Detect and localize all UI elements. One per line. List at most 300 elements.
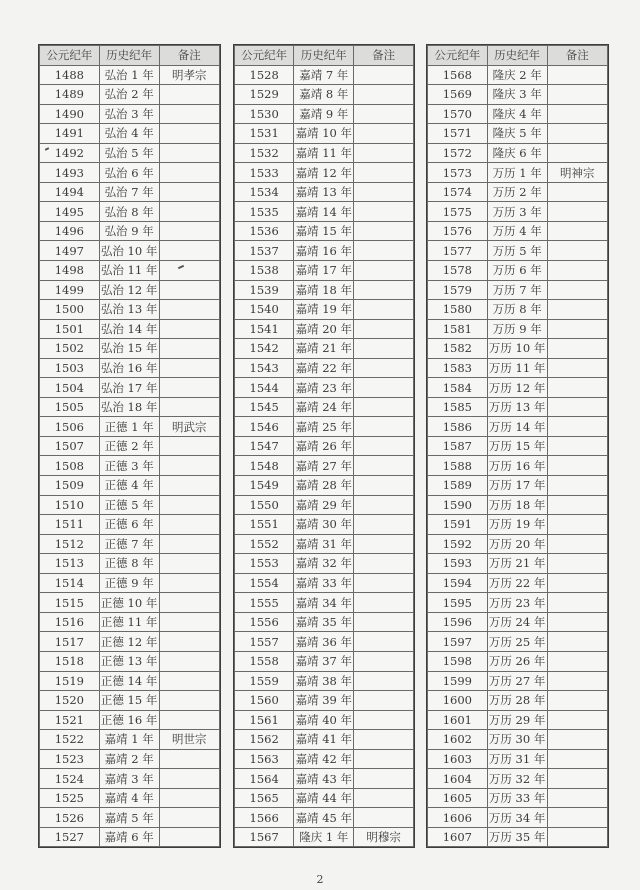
note-cell: [547, 495, 607, 515]
ce-year-cell: 1523: [40, 749, 100, 769]
era-year-cell: 万历 1 年: [487, 163, 547, 183]
ce-year-cell: 1524: [40, 769, 100, 789]
era-year-cell: 嘉靖 33 年: [294, 573, 354, 593]
table-row: [428, 65, 608, 85]
table-row: [235, 612, 414, 632]
note-cell: 明武宗: [159, 417, 219, 437]
table-row: [428, 612, 608, 632]
note-cell: [547, 730, 607, 750]
ce-year-cell: 1498: [40, 261, 100, 281]
note-cell: [547, 573, 607, 593]
table-row: [428, 749, 608, 769]
table-row: [428, 691, 608, 711]
table-row: [428, 710, 608, 730]
era-year-cell: 万历 31 年: [487, 749, 547, 769]
note-cell: [354, 143, 414, 163]
table-row: [428, 339, 608, 359]
table-row: [40, 730, 220, 750]
table-row: [40, 358, 220, 378]
ce-year-cell: 1502: [40, 339, 100, 359]
note-cell: [354, 730, 414, 750]
ce-year-cell: 1549: [235, 476, 294, 496]
table-row: [235, 456, 414, 476]
note-cell: [159, 241, 219, 261]
era-year-cell: 嘉靖 10 年: [294, 124, 354, 144]
ce-year-cell: 1566: [235, 808, 294, 828]
table-row: [235, 280, 414, 300]
era-year-cell: 万历 26 年: [487, 651, 547, 671]
ce-year-cell: 1537: [235, 241, 294, 261]
table-row: [235, 221, 414, 241]
table-row: [235, 495, 414, 515]
table-row: [235, 261, 414, 281]
ce-year-cell: 1574: [428, 182, 488, 202]
era-year-cell: 嘉靖 23 年: [294, 378, 354, 398]
note-cell: [354, 769, 414, 789]
era-year-cell: 弘治 15 年: [99, 339, 159, 359]
note-cell: [354, 182, 414, 202]
ce-year-cell: 1501: [40, 319, 100, 339]
ce-year-cell: 1601: [428, 710, 488, 730]
note-cell: [547, 202, 607, 222]
ce-year-cell: 1506: [40, 417, 100, 437]
ce-year-cell: 1539: [235, 280, 294, 300]
ce-year-cell: 1515: [40, 593, 100, 613]
era-year-cell: 正德 15 年: [99, 691, 159, 711]
table-row: [40, 808, 220, 828]
note-cell: [354, 788, 414, 808]
note-cell: [354, 593, 414, 613]
note-cell: [547, 632, 607, 652]
note-cell: [354, 319, 414, 339]
era-year-cell: 万历 19 年: [487, 515, 547, 535]
table-row: [40, 671, 220, 691]
table-row: [40, 163, 220, 183]
note-cell: [547, 182, 607, 202]
table-row: [428, 515, 608, 535]
note-cell: [354, 534, 414, 554]
era-year-cell: 嘉靖 18 年: [294, 280, 354, 300]
table-row: [235, 397, 414, 417]
header-note: 备注: [547, 46, 607, 66]
era-year-cell: 正德 9 年: [99, 573, 159, 593]
era-year-cell: 嘉靖 15 年: [294, 221, 354, 241]
note-cell: [547, 261, 607, 281]
era-year-cell: 嘉靖 36 年: [294, 632, 354, 652]
table-row: [235, 300, 414, 320]
table-row: [40, 261, 220, 281]
ce-year-cell: 1562: [235, 730, 294, 750]
table-row: [235, 593, 414, 613]
year-table-2: [233, 44, 415, 848]
table-row: [40, 495, 220, 515]
ce-year-cell: 1583: [428, 358, 488, 378]
note-cell: [547, 749, 607, 769]
ce-year-cell: 1585: [428, 397, 488, 417]
table-row: [40, 554, 220, 574]
ce-year-cell: 1560: [235, 691, 294, 711]
ce-year-cell: 1494: [40, 182, 100, 202]
ce-year-cell: 1526: [40, 808, 100, 828]
note-cell: [159, 143, 219, 163]
note-cell: [159, 632, 219, 652]
era-year-cell: 嘉靖 19 年: [294, 300, 354, 320]
table-row: [40, 788, 220, 808]
ce-year-cell: 1587: [428, 436, 488, 456]
era-year-cell: 万历 20 年: [487, 534, 547, 554]
table-row: [235, 691, 414, 711]
note-cell: 明神宗: [547, 163, 607, 183]
table-row: [40, 339, 220, 359]
table-row: [428, 808, 608, 828]
header-era-year: 历史纪年: [487, 46, 547, 66]
era-year-cell: 嘉靖 28 年: [294, 476, 354, 496]
era-year-cell: 万历 14 年: [487, 417, 547, 437]
note-cell: [354, 632, 414, 652]
era-year-cell: 嘉靖 14 年: [294, 202, 354, 222]
table-row: [40, 300, 220, 320]
ce-year-cell: 1552: [235, 534, 294, 554]
header-era-year: 历史纪年: [294, 46, 354, 66]
ce-year-cell: 1572: [428, 143, 488, 163]
era-year-cell: 弘治 12 年: [99, 280, 159, 300]
era-year-cell: 弘治 1 年: [99, 65, 159, 85]
era-year-cell: 嘉靖 21 年: [294, 339, 354, 359]
era-year-cell: 嘉靖 12 年: [294, 163, 354, 183]
era-year-cell: 弘治 18 年: [99, 397, 159, 417]
note-cell: [547, 85, 607, 105]
era-year-cell: 隆庆 6 年: [487, 143, 547, 163]
table-row: [428, 280, 608, 300]
note-cell: [159, 456, 219, 476]
ce-year-cell: 1533: [235, 163, 294, 183]
ce-year-cell: 1575: [428, 202, 488, 222]
era-year-cell: 嘉靖 6 年: [99, 827, 159, 847]
note-cell: [354, 808, 414, 828]
ce-year-cell: 1598: [428, 651, 488, 671]
table-row: [428, 417, 608, 437]
era-year-cell: 弘治 17 年: [99, 378, 159, 398]
table-row: [428, 163, 608, 183]
ce-year-cell: 1561: [235, 710, 294, 730]
ce-year-cell: 1584: [428, 378, 488, 398]
note-cell: [547, 104, 607, 124]
note-cell: [354, 573, 414, 593]
table-row: [235, 632, 414, 652]
note-cell: [159, 612, 219, 632]
note-cell: [159, 280, 219, 300]
note-cell: [547, 691, 607, 711]
table-body: [235, 65, 414, 847]
header-note: 备注: [159, 46, 219, 66]
table-row: [235, 339, 414, 359]
table-row: [428, 593, 608, 613]
note-cell: [159, 104, 219, 124]
table-row: [235, 554, 414, 574]
era-year-cell: 弘治 14 年: [99, 319, 159, 339]
table-row: [428, 495, 608, 515]
ce-year-cell: 1507: [40, 436, 100, 456]
table-row: [40, 241, 220, 261]
table-row: [235, 319, 414, 339]
ce-year-cell: 1503: [40, 358, 100, 378]
note-cell: [354, 651, 414, 671]
ce-year-cell: 1591: [428, 515, 488, 535]
era-year-cell: 隆庆 3 年: [487, 85, 547, 105]
ce-year-cell: 1505: [40, 397, 100, 417]
table-row: [40, 593, 220, 613]
note-cell: [354, 300, 414, 320]
ce-year-cell: 1546: [235, 417, 294, 437]
ce-year-cell: 1557: [235, 632, 294, 652]
ce-year-cell: 1517: [40, 632, 100, 652]
note-cell: 明世宗: [159, 730, 219, 750]
ce-year-cell: 1577: [428, 241, 488, 261]
table-row: [428, 397, 608, 417]
ce-year-cell: 1530: [235, 104, 294, 124]
note-cell: [547, 280, 607, 300]
table-row: [40, 534, 220, 554]
era-year-cell: 弘治 2 年: [99, 85, 159, 105]
ce-year-cell: 1556: [235, 612, 294, 632]
era-year-cell: 嘉靖 42 年: [294, 749, 354, 769]
era-year-cell: 正德 11 年: [99, 612, 159, 632]
note-cell: [547, 827, 607, 847]
note-cell: [547, 124, 607, 144]
ce-year-cell: 1571: [428, 124, 488, 144]
note-cell: [547, 671, 607, 691]
ce-year-cell: 1538: [235, 261, 294, 281]
era-year-cell: 万历 6 年: [487, 261, 547, 281]
era-year-cell: 正德 6 年: [99, 515, 159, 535]
note-cell: [159, 85, 219, 105]
table-row: [235, 769, 414, 789]
ce-year-cell: 1540: [235, 300, 294, 320]
header-ce-year: 公元纪年: [40, 46, 100, 66]
era-year-cell: 万历 35 年: [487, 827, 547, 847]
era-year-cell: 万历 18 年: [487, 495, 547, 515]
note-cell: [159, 573, 219, 593]
era-year-cell: 隆庆 1 年: [294, 827, 354, 847]
era-year-cell: 弘治 6 年: [99, 163, 159, 183]
table-row: [235, 436, 414, 456]
era-year-cell: 嘉靖 24 年: [294, 397, 354, 417]
era-year-cell: 嘉靖 41 年: [294, 730, 354, 750]
table-row: [40, 417, 220, 437]
era-year-cell: 嘉靖 8 年: [294, 85, 354, 105]
note-cell: [159, 534, 219, 554]
table-body: [40, 65, 220, 847]
table-row: [40, 612, 220, 632]
table-row: [235, 573, 414, 593]
era-year-cell: 嘉靖 45 年: [294, 808, 354, 828]
note-cell: [159, 515, 219, 535]
header-ce-year: 公元纪年: [428, 46, 488, 66]
note-cell: [547, 319, 607, 339]
era-year-cell: 万历 4 年: [487, 221, 547, 241]
ce-year-cell: 1600: [428, 691, 488, 711]
note-cell: [159, 436, 219, 456]
era-year-cell: 嘉靖 43 年: [294, 769, 354, 789]
ce-year-cell: 1532: [235, 143, 294, 163]
note-cell: [159, 182, 219, 202]
ce-year-cell: 1579: [428, 280, 488, 300]
table-row: [428, 436, 608, 456]
era-year-cell: 万历 12 年: [487, 378, 547, 398]
header-note: 备注: [354, 46, 414, 66]
ce-year-cell: 1602: [428, 730, 488, 750]
ce-year-cell: 1534: [235, 182, 294, 202]
note-cell: [354, 397, 414, 417]
era-year-cell: 万历 24 年: [487, 612, 547, 632]
ce-year-cell: 1536: [235, 221, 294, 241]
ce-year-cell: 1555: [235, 593, 294, 613]
era-year-cell: 正德 3 年: [99, 456, 159, 476]
table-row: [235, 163, 414, 183]
note-cell: [159, 710, 219, 730]
table-row: [428, 730, 608, 750]
note-cell: [159, 202, 219, 222]
note-cell: [159, 788, 219, 808]
ce-year-cell: 1511: [40, 515, 100, 535]
era-year-cell: 万历 8 年: [487, 300, 547, 320]
note-cell: [547, 515, 607, 535]
table-row: [40, 143, 220, 163]
era-year-cell: 嘉靖 9 年: [294, 104, 354, 124]
era-year-cell: 万历 13 年: [487, 397, 547, 417]
note-cell: [159, 163, 219, 183]
note-cell: [159, 495, 219, 515]
table-row: [428, 319, 608, 339]
table-header: [40, 46, 220, 66]
ce-year-cell: 1497: [40, 241, 100, 261]
page-number: 2: [316, 873, 324, 886]
table-row: [428, 202, 608, 222]
ce-year-cell: 1547: [235, 436, 294, 456]
ce-year-cell: 1553: [235, 554, 294, 574]
note-cell: [354, 495, 414, 515]
table-row: [235, 710, 414, 730]
ce-year-cell: 1573: [428, 163, 488, 183]
era-year-cell: 嘉靖 1 年: [99, 730, 159, 750]
note-cell: [159, 397, 219, 417]
ce-year-cell: 1607: [428, 827, 488, 847]
era-year-cell: 万历 30 年: [487, 730, 547, 750]
note-cell: [354, 358, 414, 378]
table-row: [428, 261, 608, 281]
era-year-cell: 嘉靖 35 年: [294, 612, 354, 632]
table-row: [428, 456, 608, 476]
era-year-cell: 正德 8 年: [99, 554, 159, 574]
note-cell: [159, 827, 219, 847]
ce-year-cell: 1545: [235, 397, 294, 417]
table-row: [428, 300, 608, 320]
era-year-cell: 嘉靖 37 年: [294, 651, 354, 671]
era-year-cell: 万历 28 年: [487, 691, 547, 711]
ce-year-cell: 1512: [40, 534, 100, 554]
note-cell: [354, 671, 414, 691]
era-year-cell: 万历 2 年: [487, 182, 547, 202]
ce-year-cell: 1520: [40, 691, 100, 711]
table-header: [235, 46, 414, 66]
note-cell: [159, 554, 219, 574]
note-cell: [159, 358, 219, 378]
table-row: [40, 397, 220, 417]
table-row: [428, 104, 608, 124]
ce-year-cell: 1488: [40, 65, 100, 85]
table-row: [40, 436, 220, 456]
table-row: [428, 788, 608, 808]
note-cell: [547, 534, 607, 554]
table-row: [235, 417, 414, 437]
table-row: [428, 554, 608, 574]
ce-year-cell: 1541: [235, 319, 294, 339]
table-row: [428, 358, 608, 378]
era-year-cell: 万历 29 年: [487, 710, 547, 730]
ce-year-cell: 1513: [40, 554, 100, 574]
era-year-cell: 嘉靖 27 年: [294, 456, 354, 476]
ce-year-cell: 1570: [428, 104, 488, 124]
ce-year-cell: 1589: [428, 476, 488, 496]
ce-year-cell: 1588: [428, 456, 488, 476]
era-year-cell: 嘉靖 3 年: [99, 769, 159, 789]
ce-year-cell: 1548: [235, 456, 294, 476]
ce-year-cell: 1535: [235, 202, 294, 222]
era-year-cell: 弘治 16 年: [99, 358, 159, 378]
era-year-cell: 万历 34 年: [487, 808, 547, 828]
note-cell: [547, 554, 607, 574]
note-cell: [159, 319, 219, 339]
ce-year-cell: 1510: [40, 495, 100, 515]
table-row: [40, 221, 220, 241]
era-year-cell: 嘉靖 32 年: [294, 554, 354, 574]
table-row: [40, 378, 220, 398]
ce-year-cell: 1567: [235, 827, 294, 847]
era-year-cell: 嘉靖 13 年: [294, 182, 354, 202]
note-cell: [354, 436, 414, 456]
note-cell: [547, 612, 607, 632]
table-row: [428, 221, 608, 241]
ce-year-cell: 1580: [428, 300, 488, 320]
ce-year-cell: 1565: [235, 788, 294, 808]
note-cell: [354, 280, 414, 300]
ce-year-cell: 1596: [428, 612, 488, 632]
era-year-cell: 正德 13 年: [99, 651, 159, 671]
ce-year-cell: 1581: [428, 319, 488, 339]
era-year-cell: 嘉靖 40 年: [294, 710, 354, 730]
era-year-cell: 嘉靖 16 年: [294, 241, 354, 261]
note-cell: [354, 710, 414, 730]
era-year-cell: 嘉靖 31 年: [294, 534, 354, 554]
era-year-cell: 嘉靖 5 年: [99, 808, 159, 828]
table-row: [235, 182, 414, 202]
era-year-cell: 正德 12 年: [99, 632, 159, 652]
note-cell: [547, 339, 607, 359]
ce-year-cell: 1519: [40, 671, 100, 691]
era-year-cell: 万历 32 年: [487, 769, 547, 789]
era-year-cell: 嘉靖 17 年: [294, 261, 354, 281]
table-row: [40, 104, 220, 124]
table-row: [428, 632, 608, 652]
table-header: [428, 46, 608, 66]
era-year-cell: 正德 4 年: [99, 476, 159, 496]
table-row: [428, 573, 608, 593]
era-year-cell: 万历 11 年: [487, 358, 547, 378]
note-cell: [547, 710, 607, 730]
ce-year-cell: 1593: [428, 554, 488, 574]
era-year-cell: 弘治 5 年: [99, 143, 159, 163]
note-cell: [159, 593, 219, 613]
